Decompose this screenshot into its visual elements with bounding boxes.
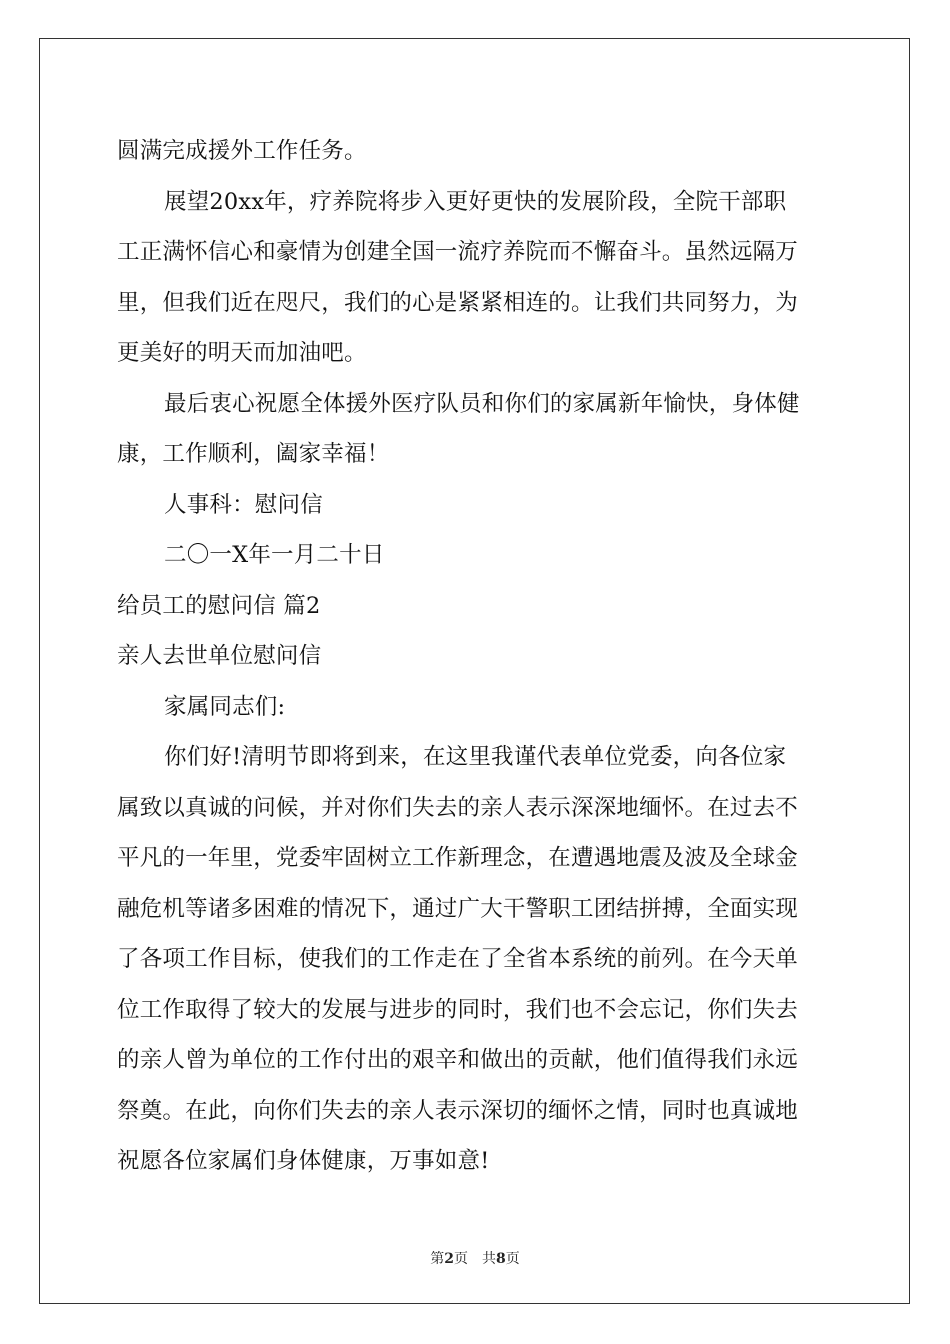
page-number-footer xyxy=(0,1248,950,1268)
signature-date: 二〇一X年一月二十日 xyxy=(164,542,385,568)
text-line: 位工作取得了较大的发展与进步的同时，我们也不会忘记，你们失去 xyxy=(117,996,799,1023)
text-line: 工正满怀信心和豪情为创建全国一流疗养院而不懈奋斗。虽然远隔万 xyxy=(117,239,799,265)
text-line: 展望20xx年，疗养院将步入更好更快的发展阶段，全院干部职 xyxy=(164,188,787,215)
text-line: 康，工作顺利，阖家幸福！ xyxy=(117,441,390,467)
text-line: 更美好的明天而加油吧。 xyxy=(117,340,367,366)
text-line: 融危机等诸多困难的情况下，通过广大干警职工团结拼搏，全面实现 xyxy=(117,895,799,922)
page-current: 2 xyxy=(444,1251,454,1267)
text-line: 你们好!清明节即将到来，在这里我谨代表单位党委，向各位家 xyxy=(164,744,787,770)
text-line: 祭奠。在此，向你们失去的亲人表示深切的缅怀之情，同时也真诚地 xyxy=(117,1097,799,1124)
text-line: 的亲人曾为单位的工作付出的艰辛和做出的贡献，他们值得我们永远 xyxy=(117,1047,799,1073)
signature-department: 人事科：慰问信 xyxy=(164,491,323,518)
page-mid: 页 共 xyxy=(454,1251,496,1267)
text-line: 最后衷心祝愿全体援外医疗队员和你们的家属新年愉快，身体健 xyxy=(164,390,800,417)
text-line: 了各项工作目标，使我们的工作走在了全省本系统的前列。在今天单 xyxy=(117,946,799,972)
letter-salutation: 家属同志们: xyxy=(164,693,286,720)
page-suffix: 页 xyxy=(505,1251,520,1267)
page-total: 8 xyxy=(496,1251,506,1267)
text-line: 平凡的一年里，党委牢固树立工作新理念，在遭遇地震及波及全球金 xyxy=(117,845,799,871)
document-body xyxy=(117,126,833,1187)
text-line: 祝愿各位家属们身体健康，万事如意! xyxy=(117,1148,490,1174)
section-heading: 给员工的慰问信 篇2 xyxy=(117,592,321,619)
text-line: 里，但我们近在咫尺，我们的心是紧紧相连的。让我们共同努力，为 xyxy=(117,289,799,316)
page-prefix: 第 xyxy=(430,1251,445,1267)
letter-title: 亲人去世单位慰问信 xyxy=(117,643,322,669)
text-line: 属致以真诚的问候，并对你们失去的亲人表示深深地缅怀。在过去不 xyxy=(117,794,799,821)
text-line: 圆满完成援外工作任务。 xyxy=(117,138,367,164)
